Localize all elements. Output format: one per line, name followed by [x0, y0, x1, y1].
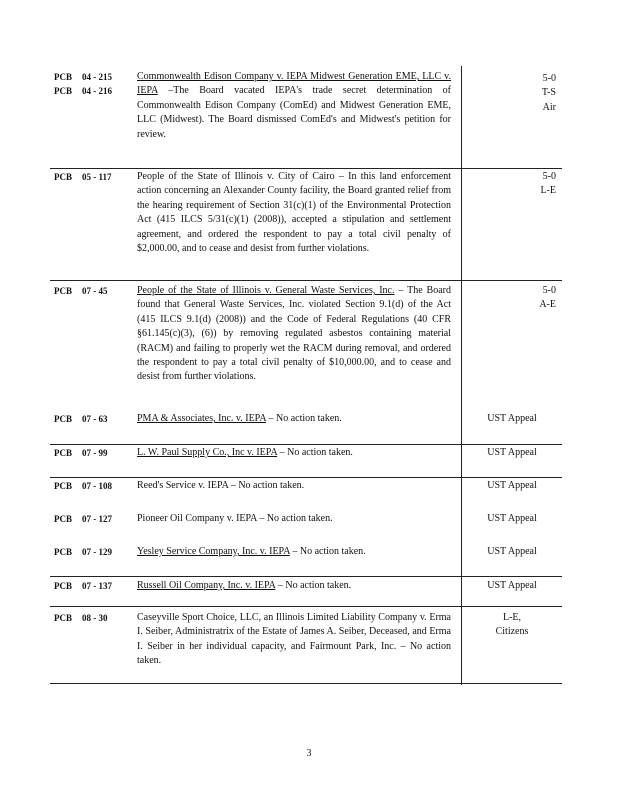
case-description — [137, 611, 451, 669]
vote-type: UST Appeal — [487, 513, 537, 524]
docket-number: 07 - 99 — [82, 448, 108, 458]
case-description — [137, 284, 451, 385]
case-description — [137, 70, 451, 142]
vote-type: UST Appeal — [487, 447, 537, 458]
case-summary: Pioneer Oil Company v. IEPA – No action taken. — [137, 513, 333, 524]
case-caption: People of the State of Illinois v. General Waste Services, Inc. — [137, 285, 395, 296]
case-caption: Commonwealth Edison Company v. IEPA Midwest Generation EME, LLC v. IEPA — [137, 71, 451, 97]
docket-prefix: PCB — [54, 514, 72, 524]
case-summary: – No action taken. — [277, 447, 353, 458]
docket-prefix: PCB — [54, 547, 72, 557]
case-summary: – No action taken. — [266, 413, 342, 424]
docket-prefix: PCB — [54, 448, 72, 458]
docket-prefix: PCB — [54, 414, 72, 424]
vote-type: 5-0 L-E — [540, 171, 556, 197]
vote-type: 5-0 A-E — [539, 285, 556, 311]
case-description — [137, 479, 451, 493]
docket-number: 05 - 117 — [82, 172, 112, 182]
vote-type: UST Appeal — [487, 580, 537, 591]
docket-number: 04 - 215 04 - 216 — [82, 72, 112, 96]
docket-prefix: PCB — [54, 613, 72, 623]
docket-prefix: PCB PCB — [54, 72, 72, 96]
case-caption: Russell Oil Company, Inc. v. IEPA — [137, 580, 276, 591]
docket-number: 07 - 45 — [82, 286, 108, 296]
row-separator — [50, 444, 562, 445]
case-summary: – No action taken. — [275, 580, 352, 591]
row-separator — [50, 683, 562, 684]
case-caption: L. W. Paul Supply Co., Inc v. IEPA — [137, 447, 278, 458]
case-caption: PMA & Associates, Inc. v. IEPA — [137, 413, 266, 424]
case-summary: –The Board vacated IEPA's trade secret determination of Commonwealth Edison Company (ComEd) and Midwest Generation EME, LLC (Midwest). The Board dismissed ComEd's and Midwest's petition for review. — [137, 85, 451, 140]
case-description — [137, 170, 451, 256]
row-separator — [50, 168, 562, 169]
case-caption: Yesley Service Company, Inc. v. IEPA — [137, 546, 290, 557]
docket-number: 07 - 129 — [82, 547, 112, 557]
docket-number: 07 - 108 — [82, 481, 112, 491]
vote-type: UST Appeal — [487, 413, 537, 424]
case-description — [137, 512, 451, 526]
case-summary: – The Board found that General Waste Services, Inc. violated Section 9.1(d) of the Act (415 ILCS 9.1(d) (2008)) and the Code of Federal Regulations (40 CFR §61.145(c)(3), (6)) by removing regulated asbestos containing material (RACM) and failing to properly wet the RACM during removal, and ordered the respondent to pay a total civil penalty of $10,000.00, and to cease and desist from further violations. — [137, 285, 451, 383]
vote-type: 5-0 T-S Air — [541, 73, 556, 113]
docket-number: 07 - 137 — [82, 581, 112, 591]
row-separator — [50, 606, 562, 607]
case-description — [137, 446, 451, 460]
row-separator — [50, 477, 562, 478]
docket-number: 07 - 63 — [82, 414, 108, 424]
case-summary: Reed's Service v. IEPA – No action taken. — [137, 480, 305, 491]
docket-prefix: PCB — [54, 581, 72, 591]
docket-number: 08 - 30 — [82, 613, 108, 623]
docket-prefix: PCB — [54, 286, 72, 296]
case-summary: People of the State of Illinois v. City of Cairo – In this land enforcement action concerning an Alexander County facility, the Board granted relief from the hearing requirement of Section 31(c)(1) of the Environmental Protection Act (415 ILCS 5/31(c)(1) (2008)), accepted a stipulation and settlement agreement, and ordered the respondent to pay a total civil penalty of $2,000.00, and to cease and desist from further violations. — [137, 171, 451, 255]
vote-type: UST Appeal — [487, 480, 537, 491]
docket-prefix: PCB — [54, 172, 72, 182]
page-number: 3 — [306, 748, 312, 759]
case-description — [137, 545, 451, 559]
row-separator — [50, 576, 562, 577]
vote-type: L-E, Citizens — [495, 612, 529, 638]
docket-prefix: PCB — [54, 481, 72, 491]
case-summary: Caseyville Sport Choice, LLC, an Illinois Limited Liability Company v. Erma I. Seiber, Administratrix of the Estate of James A. Seiber, Deceased, and Erma I. Seiber in her individual capacity, and Fairmount Park, Inc. – No action taken. — [137, 612, 451, 667]
row-separator — [50, 280, 562, 281]
vote-type: UST Appeal — [487, 546, 537, 557]
case-description — [137, 412, 451, 426]
docket-number: 07 - 127 — [82, 514, 112, 524]
case-description — [137, 579, 451, 593]
case-summary: – No action taken. — [289, 546, 366, 557]
